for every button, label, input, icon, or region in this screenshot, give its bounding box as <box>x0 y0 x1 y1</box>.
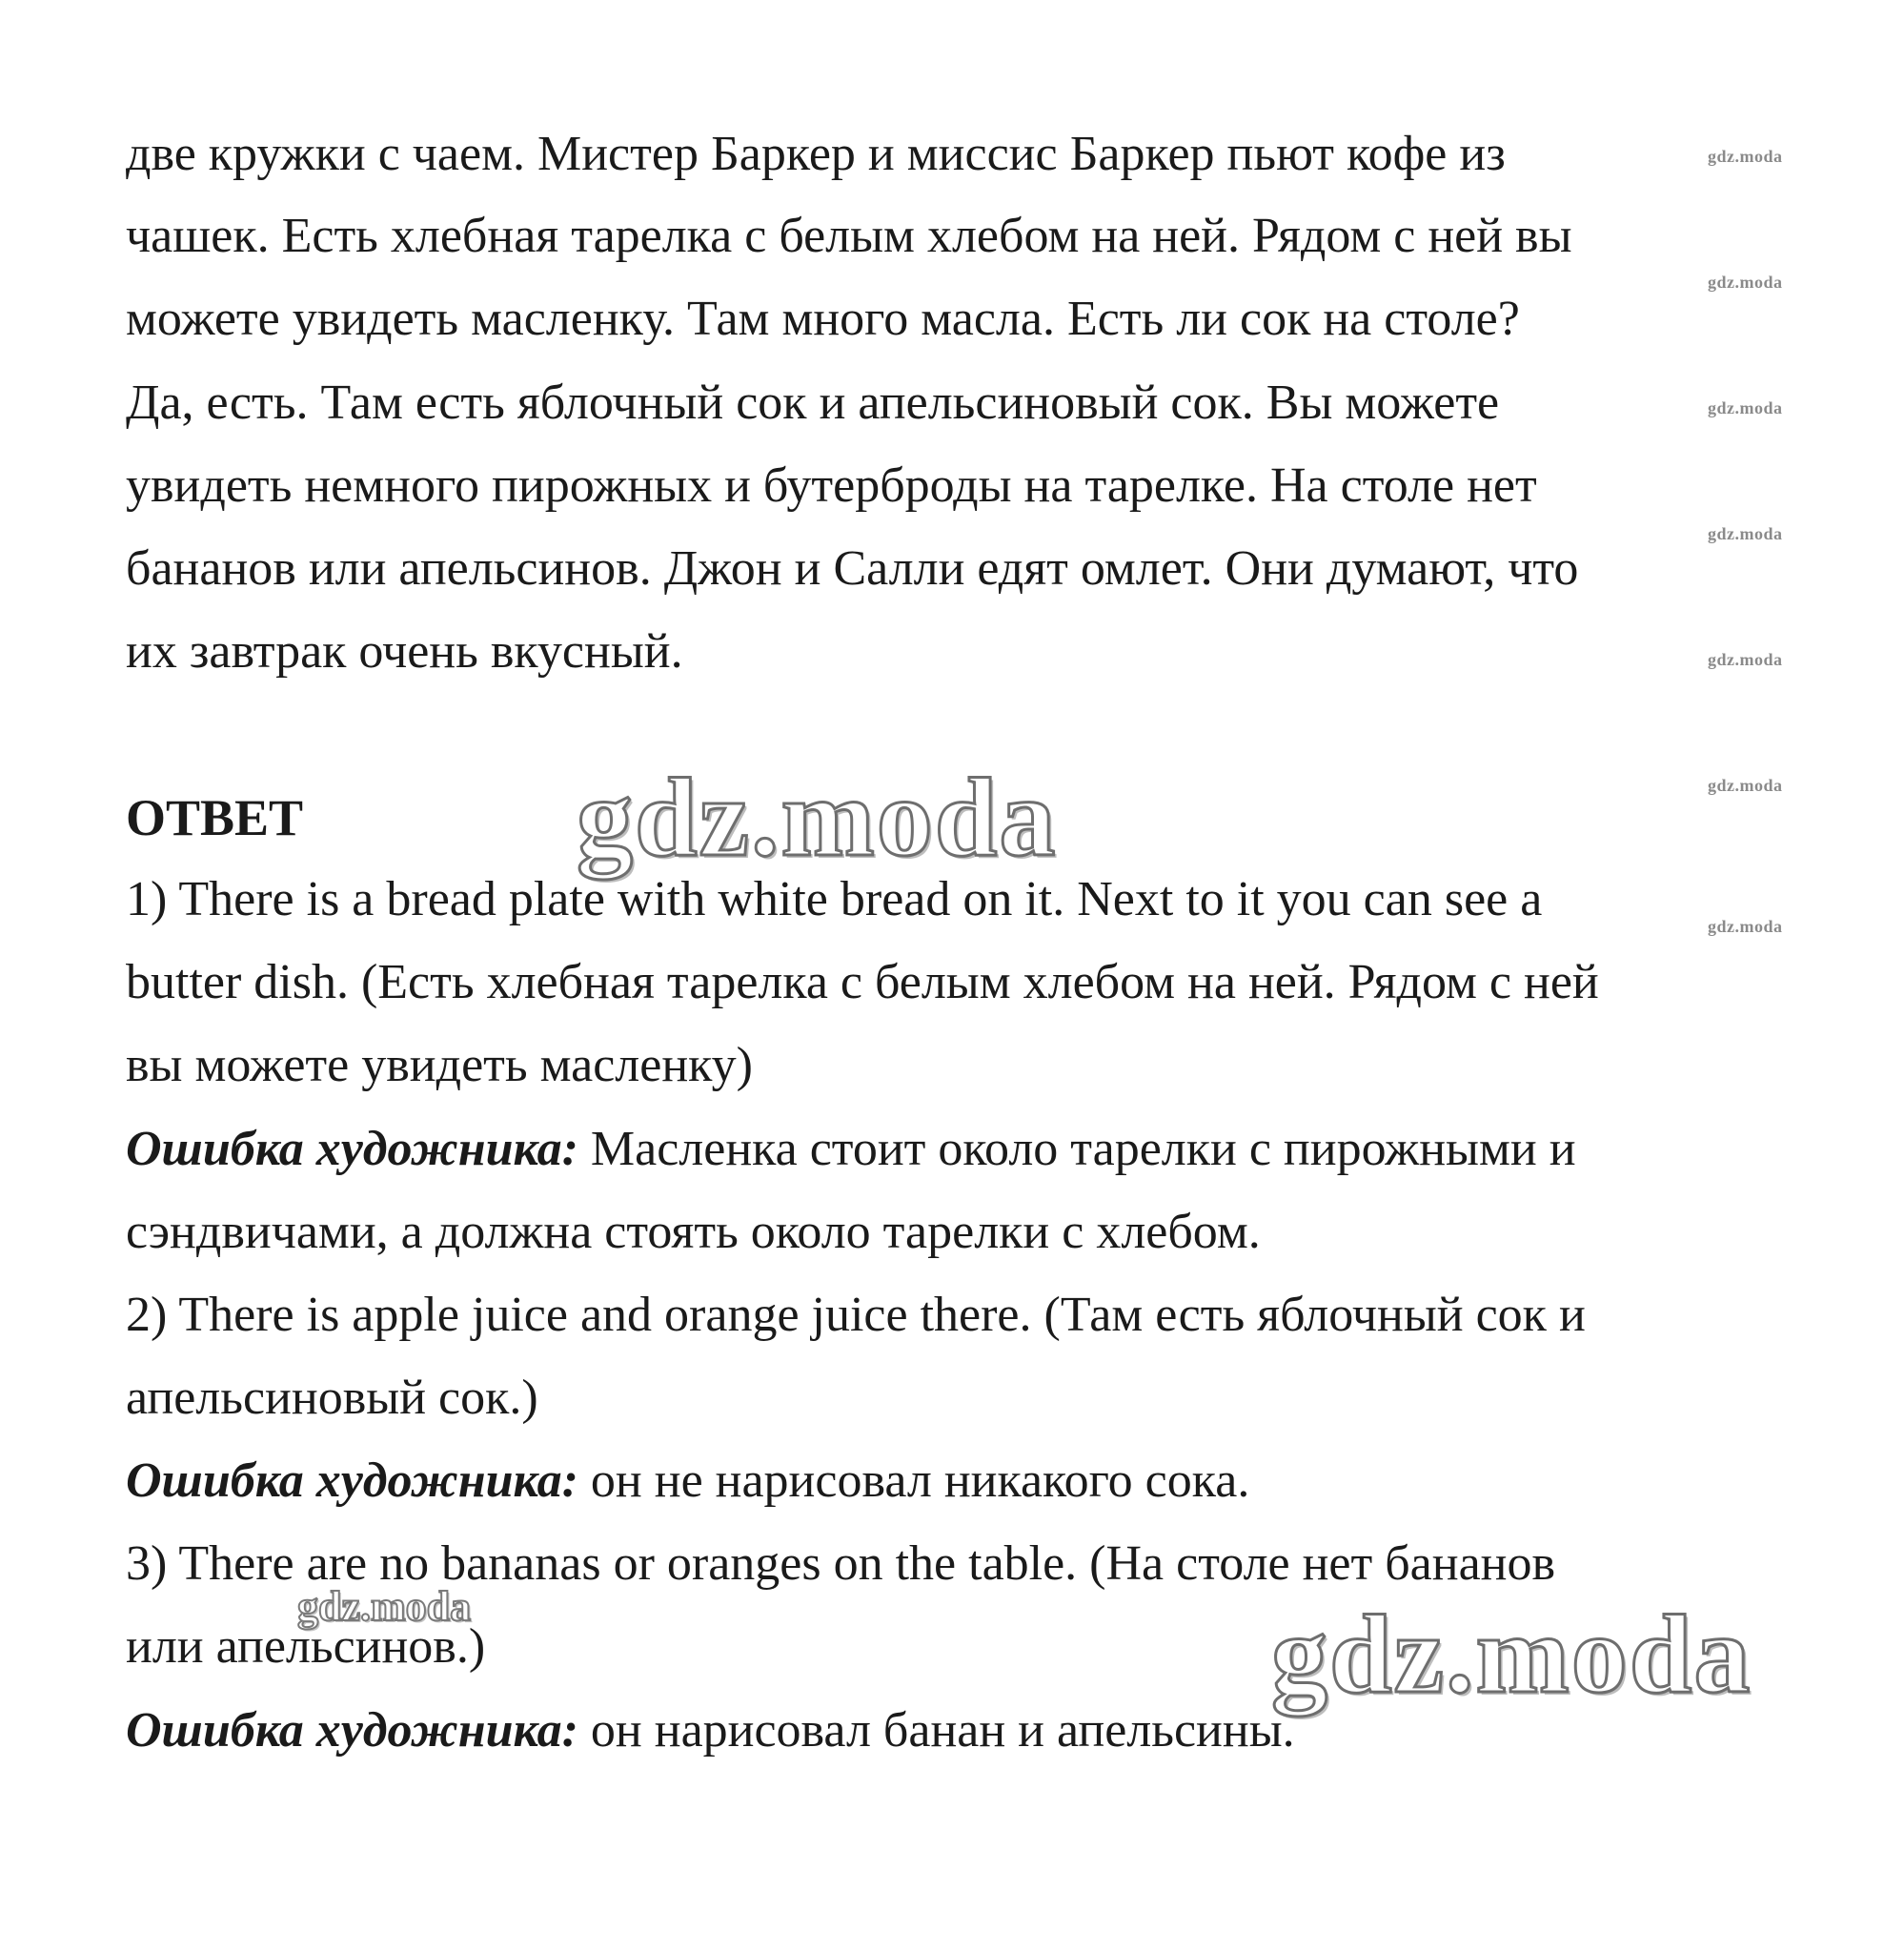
text-line: можете увидеть масленку. Там много масла. Есть ли сок на столе? <box>126 292 1520 346</box>
artist-error-1-cont: сэндвичами, а должна стоять около тарелки с хлебом. <box>126 1205 1261 1259</box>
watermark-small: gdz.moda <box>1708 776 1783 795</box>
answer-item-1-line: вы можете увидеть масленку) <box>126 1038 753 1092</box>
watermark-small: gdz.moda <box>1708 524 1783 543</box>
answer-item-1-line: butter dish. (Есть хлебная тарелка с белым хлебом на ней. Рядом с ней <box>126 955 1599 1009</box>
answer-item-3-line: или апельсинов.) <box>126 1619 486 1674</box>
artist-error-text: Масленка стоит около тарелки с пирожными и <box>577 1122 1576 1176</box>
answer-item-2-line: 2) There is apple juice and orange juice there. (Там есть яблочный сок и <box>126 1288 1586 1342</box>
text-line: их завтрак очень вкусный. <box>126 624 683 679</box>
watermark-medium: gdz.moda <box>297 1583 472 1630</box>
artist-error-2 <box>126 1453 1249 1510</box>
artist-error-1 <box>126 1121 1576 1178</box>
artist-error-label: Ошибка художника: <box>126 1122 578 1176</box>
watermark-small: gdz.moda <box>1708 273 1783 292</box>
text-line: увидеть немного пирожных и бутерброды на тарелке. На столе нет <box>126 458 1537 513</box>
artist-error-text: он нарисовал банан и апельсины. <box>577 1703 1295 1758</box>
watermark-large: gdz.moda <box>577 755 1058 880</box>
text-line: бананов или апельсинов. Джон и Салли едят омлет. Они думают, что <box>126 541 1579 596</box>
artist-error-label: Ошибка художника: <box>126 1703 578 1758</box>
answer-heading: ОТВЕТ <box>126 789 304 846</box>
artist-error-3 <box>126 1702 1295 1759</box>
answer-item-1-line: 1) There is a bread plate with white bread on it. Next to it you can see a <box>126 872 1543 926</box>
artist-error-text: он не нарисовал никакого сока. <box>577 1453 1250 1508</box>
answer-item-2-line: апельсиновый сок.) <box>126 1371 538 1425</box>
watermark-small: gdz.moda <box>1708 147 1783 166</box>
answer-item-3-line: 3) There are no bananas or oranges on the table. (На столе нет бананов <box>126 1536 1556 1591</box>
watermark-large: gdz.moda <box>1271 1592 1752 1717</box>
artist-error-label: Ошибка художника: <box>126 1453 578 1508</box>
watermark-small: gdz.moda <box>1708 917 1783 936</box>
text-line: две кружки с чаем. Мистер Баркер и миссис Баркер пьют кофе из <box>126 127 1506 181</box>
text-line: Да, есть. Там есть яблочный сок и апельсиновый сок. Вы можете <box>126 376 1500 430</box>
watermark-small: gdz.moda <box>1708 650 1783 669</box>
watermark-small: gdz.moda <box>1708 398 1783 417</box>
text-line: чашек. Есть хлебная тарелка с белым хлебом на ней. Рядом с ней вы <box>126 209 1572 263</box>
